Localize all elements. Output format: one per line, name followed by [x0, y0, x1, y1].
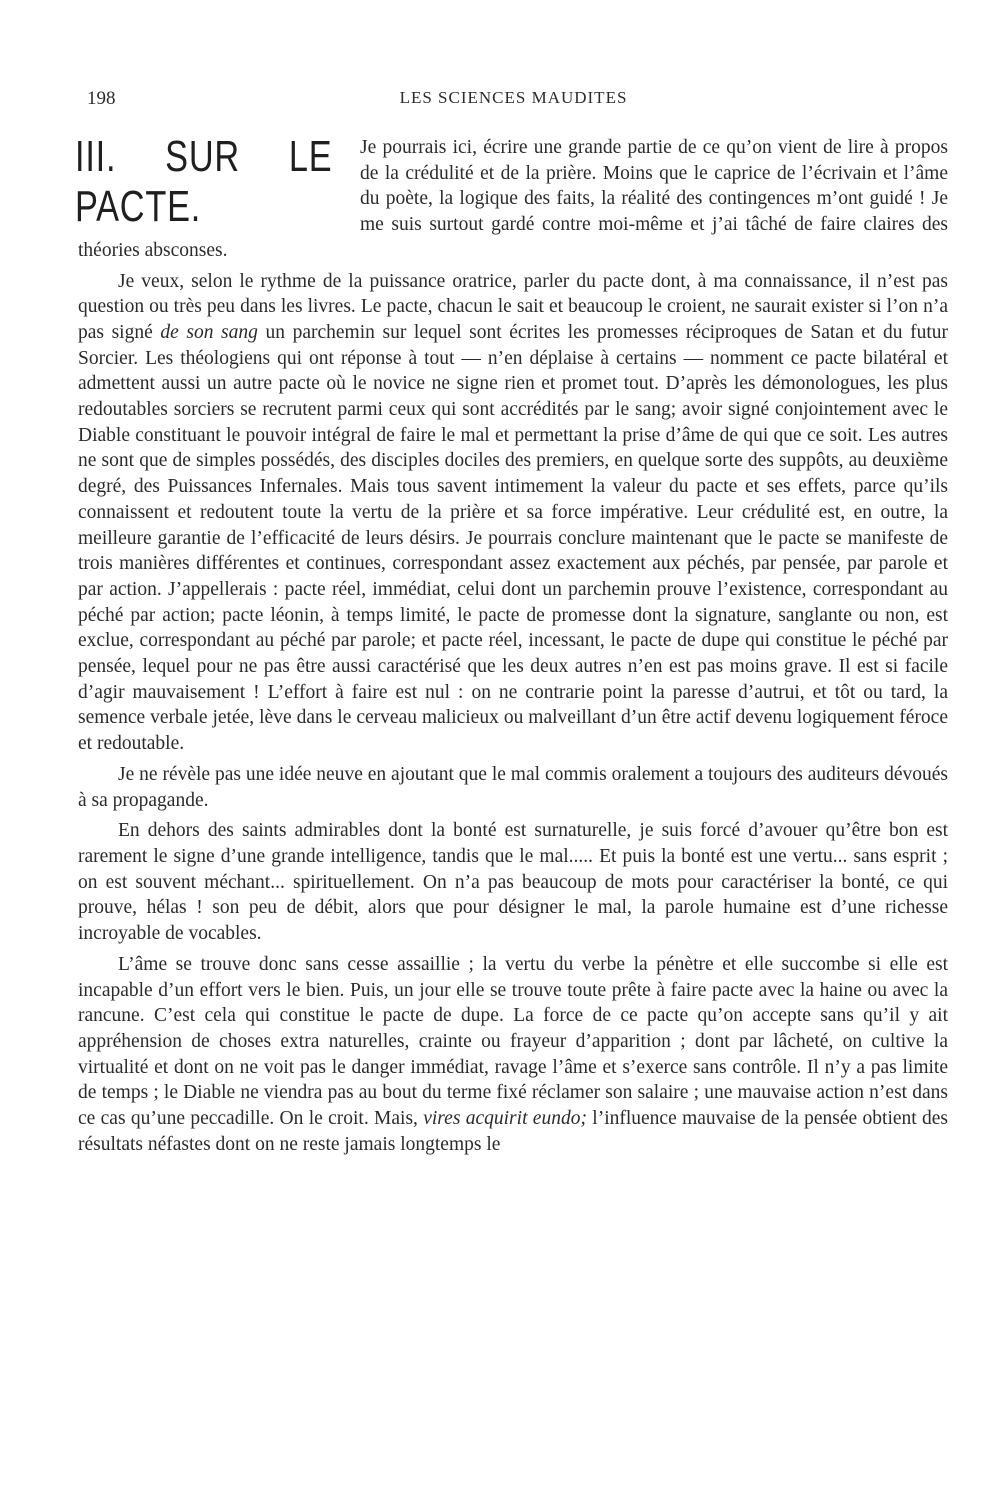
page-number: 198 — [87, 88, 116, 109]
body-text — [75, 132, 949, 1162]
paragraph-4: En dehors des saints admirables dont la bonté est surnaturelle, je suis forcé d’avouer qu’être bon est rarement le signe d’une grande intelligence, tandis que le mal..... Et puis la bonté est une vertu... sans esprit ; on est souvent méchant... spirituellement. On n’a pas beaucoup de mots pour caractériser la bonté, ce qui prouve, hélas ! son peu de débit, alors que pour désigner le mal, la parole humaine est d’une richesse incroyable de vocables. — [78, 820, 948, 945]
paragraph-1 — [75, 132, 948, 264]
paragraph-2-text-a: Je veux, selon le rythme de la puissance oratrice, parler du pacte dont, à ma connaissance, il n’est pas question ou très peu dans les livres. Le pacte, chacun le sait et beaucoup le croient, ne saurait exister si l’on n’a pas signé — [78, 270, 948, 343]
paragraph-5-text-a: L’âme se trouve donc sans cesse assaillie ; la vertu du verbe la pénètre et elle succombe si elle est incapable d’un effort vers le bien. Puis, un jour elle se trouve toute prête à faire pacte avec la haine ou avec la rancune. C’est cela qui constitue le pacte de dupe. La force de ce pacte qu’on accepte sans qu’il y ait appréhension de choses extra naturelles, crainte ou frayeur d’apparition ; dont par lâcheté, on cultive la virtualité et dont on ne voit pas le danger immédiat, ravage l’âme et s’exerce sans contrôle. Il n’y a pas limite de temps ; le Diable ne viendra pas au bout du terme fixé réclamer son salaire ; une mauvaise action n’est dans ce cas qu’une peccadille. On le croit. Mais, — [78, 953, 948, 1130]
running-head — [82, 88, 945, 118]
paragraph-5-italic: vires acquirit eundo; — [423, 1108, 587, 1130]
paragraph-2-italic: de son sang — [160, 321, 258, 343]
paragraph-3: Je ne révèle pas une idée neuve en ajoutant que le mal commis oralement a toujours des auditeurs dévoués à sa propagande. — [78, 763, 948, 811]
paragraph-5 — [78, 952, 948, 1158]
paragraph-2 — [78, 269, 948, 757]
running-title: LES SCIENCES MAUDITES — [399, 88, 628, 107]
paragraph-1-text: Je pourrais ici, écrire une grande partie de ce qu’on vient de lire à propos de la crédulité et de la prière. Moins que le caprice de l’écrivain et l’âme du poète, la logique des faits, la réalité des contingences m’ont guidé ! Je me suis surtout gardé contre moi-même et j’ai tâché de faire claires des théories absconses. — [78, 137, 948, 261]
section-heading: III. SUR LE PACTE. — [75, 132, 333, 231]
paragraph-5-text-b: l’influence mauvaise de la pensée obtient des résultats néfastes dont on ne reste jamais longtemps le — [78, 1108, 949, 1155]
paragraph-2-text-b: un parchemin sur lequel sont écrites les promesses réciproques de Satan et du futur Sorcier. Les théologiens qui ont réponse à tout — n’en déplaise à certains — nomment ce pacte bilatéral et admettent aussi un autre pacte où le novice ne signe rien et promet tout. D’après les démonologues, les plus redoutables sorciers se recrutent parmi ceux qui sont accrédités par le sang; avoir signé conjointement avec le Diable constituant le pouvoir intégral de faire le mal et permettant la prise d’âme de qui que ce soit. Les autres ne sont que de simples possédés, des disciples dociles des premiers, en quelque sorte des suppôts, au deuxième degré, des Puissances Infernales. Mais tous savent intimement la valeur du pacte et ses effets, parce qu’ils connaissent et redoutent toute la vertu de la prière et sa force impérative. Leur crédulité est, en outre, la meilleure garantie de l’efficacité de leurs désirs. Je pourrais conclure maintenant que le pacte se manifeste de trois manières différentes et continues, correspondant assez exactement aux péchés, par pensée, par parole et par action. J’appellerais : pacte réel, immédiat, celui dont un parchemin prouve l’existence, correspondant au péché par action; pacte léonin, à temps limité, le pacte de promesse dont la signature, sanglante ou non, est exclue, correspondant au péché par parole; et pacte réel, incessant, le pacte de dupe qui constitue le péché par pensée, lequel pour ne pas être aussi caractérisé que les deux autres n’en est pas moins grave. Il est si facile d’agir mauvaisement ! L’effort à faire est nul : on ne contrarie point la paresse d’autrui, et tôt ou tard, la semence verbale jetée, lève dans le cerveau malicieux ou malveillant d’un être actif devenu logiquement féroce et redoutable. — [78, 321, 948, 755]
